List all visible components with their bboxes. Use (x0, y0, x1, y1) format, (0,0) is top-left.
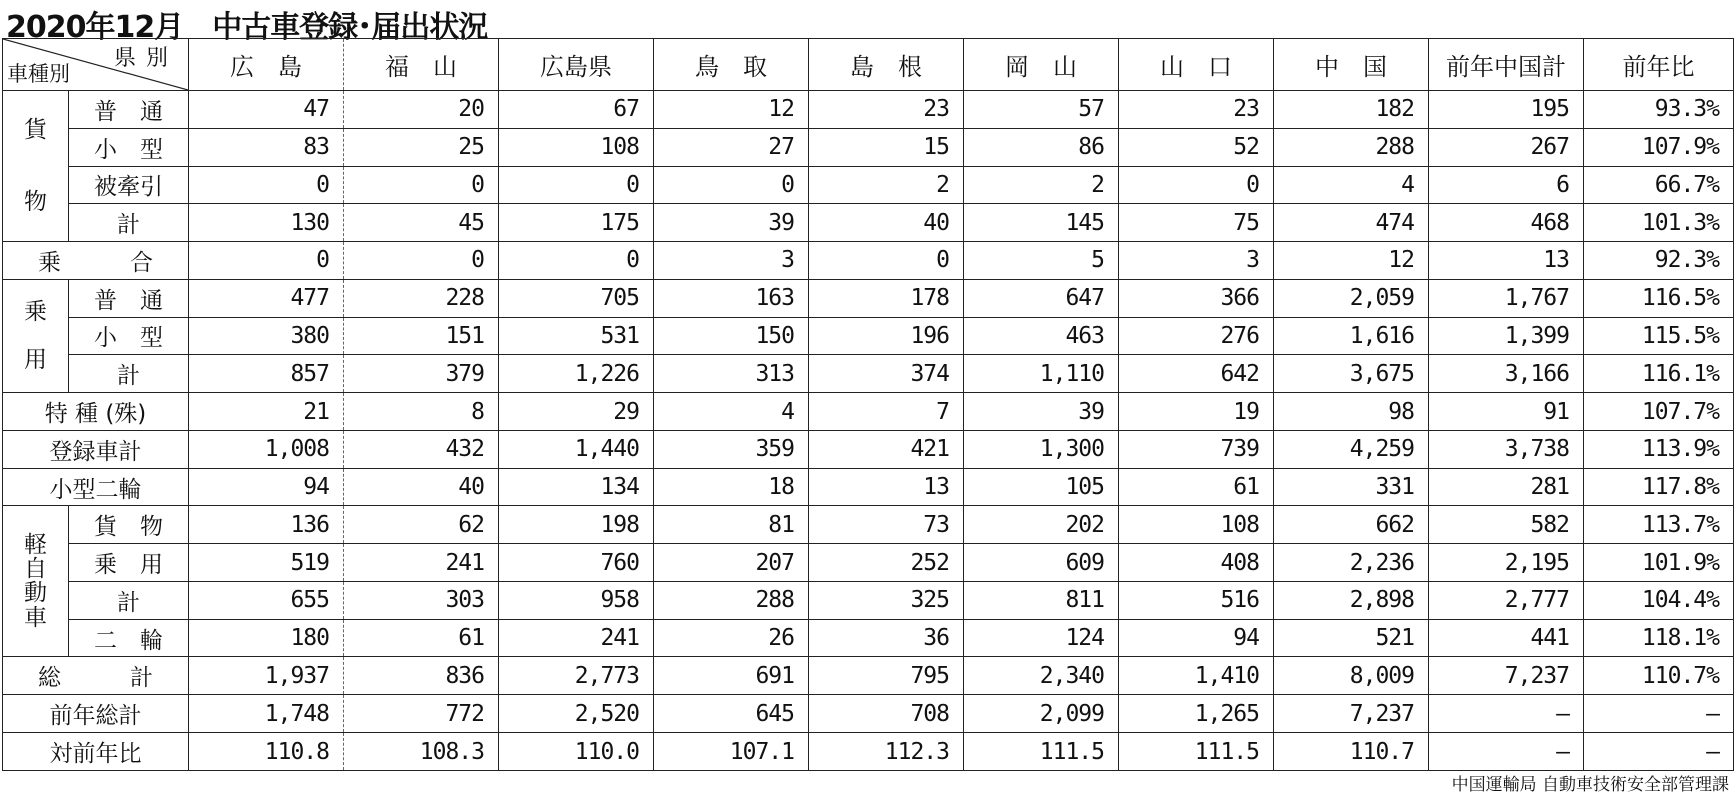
data-cell: 117.8% (1584, 468, 1734, 506)
data-cell: 81 (654, 506, 809, 544)
column-header: 広島県 (499, 39, 654, 91)
column-header: 中 国 (1274, 39, 1429, 91)
data-cell: 1,110 (964, 355, 1119, 393)
data-cell: 795 (809, 657, 964, 695)
corner-top-label: 県別 (113, 46, 178, 71)
data-cell: 104.4% (1584, 581, 1734, 619)
corner-bottom-label: 車種別 (7, 62, 70, 86)
data-cell: 2 (964, 166, 1119, 204)
data-cell: 0 (344, 242, 499, 280)
data-cell: 92.3% (1584, 242, 1734, 280)
table-row (3, 695, 1734, 733)
column-header: 島 根 (809, 39, 964, 91)
data-cell: 474 (1274, 204, 1429, 242)
data-cell: 45 (344, 204, 499, 242)
data-cell: 8 (344, 393, 499, 431)
data-cell: 36 (809, 619, 964, 657)
row-label: 二 輪 (69, 619, 189, 657)
data-cell: 101.9% (1584, 544, 1734, 582)
row-label: 計 (69, 355, 189, 393)
data-cell: 3,738 (1429, 430, 1584, 468)
data-cell: 108.3 (344, 733, 499, 771)
row-label: 特 種 (殊) (3, 393, 189, 431)
data-cell: 150 (654, 317, 809, 355)
data-cell: 39 (654, 204, 809, 242)
data-cell: 86 (964, 128, 1119, 166)
group-label-joyo: 乗 用 (3, 279, 69, 392)
data-cell: 62 (344, 506, 499, 544)
data-cell: 116.5% (1584, 279, 1734, 317)
column-header: 広 島 (189, 39, 344, 91)
data-cell: 75 (1119, 204, 1274, 242)
row-label: 小型二輪 (3, 468, 189, 506)
data-cell: 198 (499, 506, 654, 544)
data-cell: 3 (654, 242, 809, 280)
table-row (3, 166, 1734, 204)
table-row (3, 733, 1734, 771)
row-label: 前年総計 (3, 695, 189, 733)
data-cell: 107.1 (654, 733, 809, 771)
data-cell: 175 (499, 204, 654, 242)
data-cell: 118.1% (1584, 619, 1734, 657)
data-cell: 107.7% (1584, 393, 1734, 431)
table-row (3, 430, 1734, 468)
data-cell: 0 (654, 166, 809, 204)
data-cell: 13 (809, 468, 964, 506)
data-cell: 47 (189, 91, 344, 129)
data-cell: 379 (344, 355, 499, 393)
data-cell: 1,767 (1429, 279, 1584, 317)
data-cell: 477 (189, 279, 344, 317)
row-label: 計 (69, 204, 189, 242)
data-cell: 19 (1119, 393, 1274, 431)
data-cell: 108 (1119, 506, 1274, 544)
row-label: 登録車計 (3, 430, 189, 468)
table-row (3, 128, 1734, 166)
column-header: 鳥 取 (654, 39, 809, 91)
data-cell: 40 (344, 468, 499, 506)
data-cell: 93.3% (1584, 91, 1734, 129)
data-cell: 313 (654, 355, 809, 393)
data-cell: 325 (809, 581, 964, 619)
data-cell: 113.9% (1584, 430, 1734, 468)
data-cell: 27 (654, 128, 809, 166)
data-cell: 26 (654, 619, 809, 657)
table-row (3, 355, 1734, 393)
data-cell: 130 (189, 204, 344, 242)
data-cell: 708 (809, 695, 964, 733)
data-cell: 531 (499, 317, 654, 355)
data-cell: 15 (809, 128, 964, 166)
row-label: 乗 用 (69, 544, 189, 582)
data-cell: 760 (499, 544, 654, 582)
data-cell: 145 (964, 204, 1119, 242)
data-cell: — (1584, 733, 1734, 771)
table-row (3, 242, 1734, 280)
registration-table (2, 38, 1734, 771)
data-cell: 12 (1274, 242, 1429, 280)
data-cell: 202 (964, 506, 1119, 544)
data-cell: 21 (189, 393, 344, 431)
table-row (3, 317, 1734, 355)
data-cell: 408 (1119, 544, 1274, 582)
data-cell: 94 (1119, 619, 1274, 657)
data-cell: 609 (964, 544, 1119, 582)
table-row (3, 544, 1734, 582)
data-cell: 2,898 (1274, 581, 1429, 619)
data-cell: 3,675 (1274, 355, 1429, 393)
row-label: 総 計 (3, 657, 189, 695)
footer-source: 中国運輸局 自動車技術安全部管理課 (1451, 775, 1729, 795)
data-cell: 5 (964, 242, 1119, 280)
data-cell: 1,226 (499, 355, 654, 393)
data-cell: 98 (1274, 393, 1429, 431)
data-cell: 108 (499, 128, 654, 166)
row-label: 小 型 (69, 128, 189, 166)
data-cell: 0 (499, 242, 654, 280)
data-cell: 228 (344, 279, 499, 317)
data-cell: 662 (1274, 506, 1429, 544)
data-cell: 2,520 (499, 695, 654, 733)
data-cell: 151 (344, 317, 499, 355)
data-cell: 20 (344, 91, 499, 129)
data-cell: 2,340 (964, 657, 1119, 695)
data-cell: 380 (189, 317, 344, 355)
data-cell: 195 (1429, 91, 1584, 129)
data-cell: 13 (1429, 242, 1584, 280)
data-cell: 23 (1119, 91, 1274, 129)
data-cell: 2,099 (964, 695, 1119, 733)
column-header: 前年中国計 (1429, 39, 1584, 91)
data-cell: 463 (964, 317, 1119, 355)
column-header: 山 口 (1119, 39, 1274, 91)
data-cell: — (1429, 733, 1584, 771)
row-label: 小 型 (69, 317, 189, 355)
data-cell: 705 (499, 279, 654, 317)
data-cell: 8,009 (1274, 657, 1429, 695)
table-row (3, 393, 1734, 431)
data-cell: 23 (809, 91, 964, 129)
data-cell: 57 (964, 91, 1119, 129)
data-cell: 958 (499, 581, 654, 619)
data-cell: 0 (809, 242, 964, 280)
data-cell: — (1584, 695, 1734, 733)
data-cell: 163 (654, 279, 809, 317)
data-cell: 691 (654, 657, 809, 695)
data-cell: 12 (654, 91, 809, 129)
data-cell: 582 (1429, 506, 1584, 544)
data-cell: 61 (344, 619, 499, 657)
row-label: 普 通 (69, 91, 189, 129)
data-cell: 1,265 (1119, 695, 1274, 733)
data-cell: 1,300 (964, 430, 1119, 468)
row-label: 乗 合 (3, 242, 189, 280)
data-cell: 288 (1274, 128, 1429, 166)
data-cell: 124 (964, 619, 1119, 657)
data-cell: 772 (344, 695, 499, 733)
data-cell: 1,440 (499, 430, 654, 468)
page-title: 2020年12月 中古車登録･届出状況 (6, 10, 488, 45)
data-cell: 25 (344, 128, 499, 166)
data-cell: 281 (1429, 468, 1584, 506)
data-cell: 91 (1429, 393, 1584, 431)
data-cell: 18 (654, 468, 809, 506)
data-cell: 66.7% (1584, 166, 1734, 204)
data-cell: 111.5 (964, 733, 1119, 771)
data-cell: 0 (499, 166, 654, 204)
group-label-kamotsu: 貨 物 (3, 91, 69, 242)
data-cell: — (1429, 695, 1584, 733)
data-cell: 366 (1119, 279, 1274, 317)
data-cell: 0 (1119, 166, 1274, 204)
data-cell: 61 (1119, 468, 1274, 506)
data-cell: 331 (1274, 468, 1429, 506)
row-label: 計 (69, 581, 189, 619)
column-header: 福 山 (344, 39, 499, 91)
data-cell: 196 (809, 317, 964, 355)
data-cell: 29 (499, 393, 654, 431)
data-cell: 39 (964, 393, 1119, 431)
data-cell: 110.8 (189, 733, 344, 771)
data-cell: 4 (654, 393, 809, 431)
data-cell: 303 (344, 581, 499, 619)
table-row (3, 279, 1734, 317)
data-cell: 113.7% (1584, 506, 1734, 544)
data-cell: 73 (809, 506, 964, 544)
row-label: 被牽引 (69, 166, 189, 204)
corner-header (3, 39, 189, 91)
data-cell: 7,237 (1274, 695, 1429, 733)
data-cell: 857 (189, 355, 344, 393)
group-label-kei: 軽 自 動 車 (3, 506, 69, 657)
data-cell: 52 (1119, 128, 1274, 166)
data-cell: 2 (809, 166, 964, 204)
data-cell: 112.3 (809, 733, 964, 771)
table-row (3, 581, 1734, 619)
data-cell: 40 (809, 204, 964, 242)
data-cell: 241 (344, 544, 499, 582)
data-cell: 2,195 (1429, 544, 1584, 582)
data-cell: 180 (189, 619, 344, 657)
data-cell: 1,410 (1119, 657, 1274, 695)
data-cell: 441 (1429, 619, 1584, 657)
data-cell: 0 (344, 166, 499, 204)
data-cell: 276 (1119, 317, 1274, 355)
data-cell: 116.1% (1584, 355, 1734, 393)
data-cell: 182 (1274, 91, 1429, 129)
data-cell: 1,399 (1429, 317, 1584, 355)
data-cell: 836 (344, 657, 499, 695)
table-row (3, 204, 1734, 242)
data-cell: 739 (1119, 430, 1274, 468)
data-cell: 2,059 (1274, 279, 1429, 317)
data-cell: 207 (654, 544, 809, 582)
data-cell: 1,616 (1274, 317, 1429, 355)
data-cell: 645 (654, 695, 809, 733)
data-cell: 115.5% (1584, 317, 1734, 355)
data-cell: 421 (809, 430, 964, 468)
data-cell: 252 (809, 544, 964, 582)
data-cell: 2,236 (1274, 544, 1429, 582)
data-cell: 288 (654, 581, 809, 619)
table-row (3, 657, 1734, 695)
data-cell: 811 (964, 581, 1119, 619)
table-row (3, 91, 1734, 129)
data-cell: 374 (809, 355, 964, 393)
column-header: 岡 山 (964, 39, 1119, 91)
table-row (3, 506, 1734, 544)
data-cell: 4 (1274, 166, 1429, 204)
data-cell: 94 (189, 468, 344, 506)
data-cell: 136 (189, 506, 344, 544)
data-cell: 3,166 (1429, 355, 1584, 393)
table-row (3, 468, 1734, 506)
data-cell: 642 (1119, 355, 1274, 393)
data-cell: 101.3% (1584, 204, 1734, 242)
data-cell: 110.7 (1274, 733, 1429, 771)
data-cell: 178 (809, 279, 964, 317)
data-cell: 7,237 (1429, 657, 1584, 695)
data-cell: 110.7% (1584, 657, 1734, 695)
data-cell: 1,748 (189, 695, 344, 733)
data-cell: 647 (964, 279, 1119, 317)
data-cell: 432 (344, 430, 499, 468)
table-row (3, 619, 1734, 657)
data-cell: 111.5 (1119, 733, 1274, 771)
column-header: 前年比 (1584, 39, 1734, 91)
row-label: 対前年比 (3, 733, 189, 771)
data-cell: 2,773 (499, 657, 654, 695)
data-cell: 267 (1429, 128, 1584, 166)
data-cell: 655 (189, 581, 344, 619)
data-cell: 67 (499, 91, 654, 129)
data-cell: 519 (189, 544, 344, 582)
data-cell: 134 (499, 468, 654, 506)
data-cell: 107.9% (1584, 128, 1734, 166)
data-cell: 7 (809, 393, 964, 431)
data-cell: 110.0 (499, 733, 654, 771)
data-cell: 516 (1119, 581, 1274, 619)
data-cell: 83 (189, 128, 344, 166)
data-cell: 521 (1274, 619, 1429, 657)
data-cell: 0 (189, 242, 344, 280)
data-cell: 105 (964, 468, 1119, 506)
data-cell: 2,777 (1429, 581, 1584, 619)
data-cell: 359 (654, 430, 809, 468)
data-cell: 1,008 (189, 430, 344, 468)
data-cell: 0 (189, 166, 344, 204)
data-cell: 3 (1119, 242, 1274, 280)
data-cell: 1,937 (189, 657, 344, 695)
data-cell: 4,259 (1274, 430, 1429, 468)
row-label: 普 通 (69, 279, 189, 317)
data-cell: 241 (499, 619, 654, 657)
data-cell: 468 (1429, 204, 1584, 242)
data-cell: 6 (1429, 166, 1584, 204)
row-label: 貨 物 (69, 506, 189, 544)
